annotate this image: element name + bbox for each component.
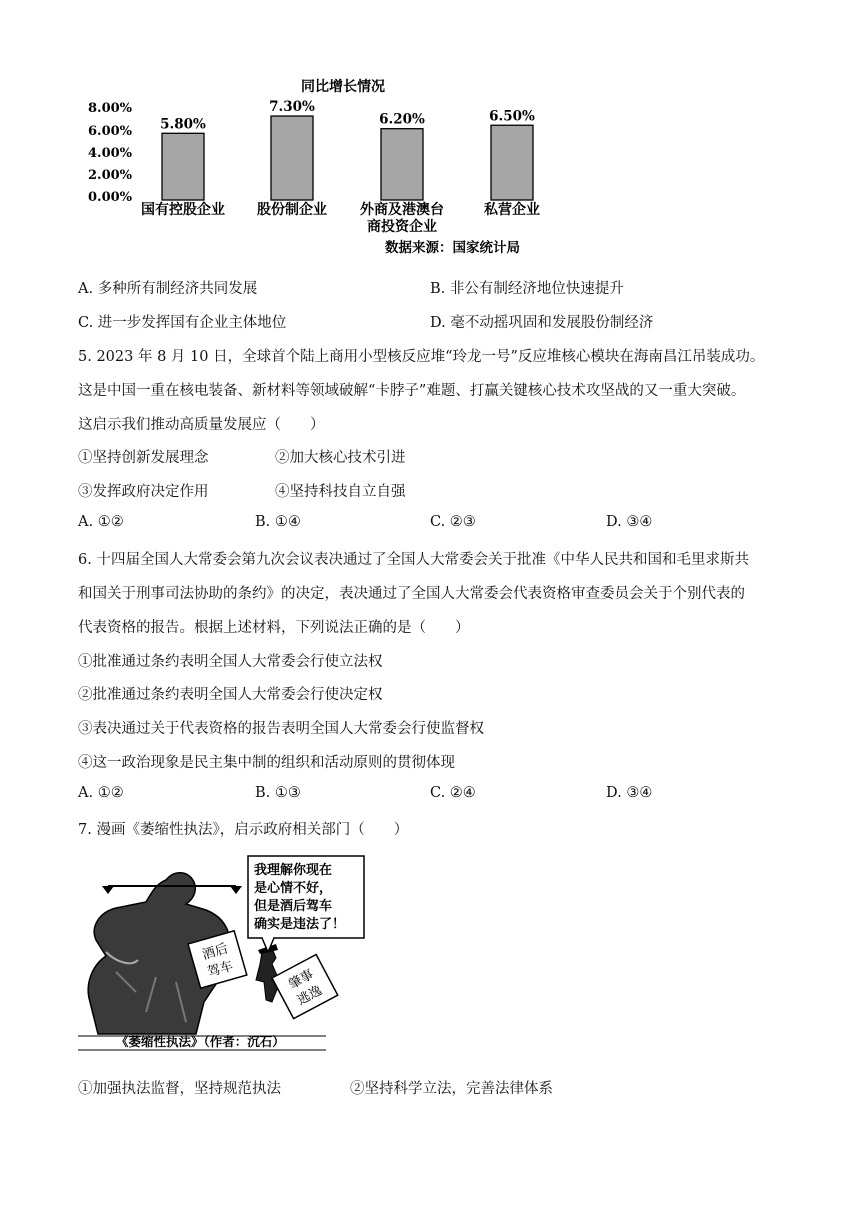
cartoon-illustration [76, 852, 376, 1052]
sign2-line-2: 逃逸 [294, 983, 325, 1009]
y-tick-label: 8.00% [88, 101, 133, 116]
speech-line-2: 是心情不好， [254, 881, 333, 896]
q6-stem-line-1: 6. 十四届全国人大常委会第九次会议表决通过了全国人大常委会关于批准《中华人民共和国和毛里求斯共 [78, 552, 749, 568]
y-tick-label: 2.00% [88, 168, 133, 183]
bar [271, 116, 313, 200]
speech-line-3: 但是酒后驾车 [254, 899, 333, 914]
q6-stem-line-2: 和国关于刑事司法协助的条约》的决定，表决通过了全国人大常委会代表资格审查委员会关于个别代表的 [78, 586, 745, 602]
q4-option-c: C. 进一步发挥国有企业主体地位 [78, 315, 287, 331]
q6-option-b: B. ①③ [255, 785, 301, 801]
speech-line-1: 我理解你现在 [254, 863, 333, 878]
chart-title: 同比增长情况 [301, 79, 385, 95]
bar-value-label: 7.30% [269, 99, 315, 116]
category-label: 商投资企业 [367, 219, 437, 235]
q5-item-2: ②加大核心技术引进 [275, 450, 406, 466]
growth-bar-chart [0, 0, 860, 260]
q5-stem-line-1: 5. 2023 年 8 月 10 日，全球首个陆上商用小型核反应堆“玲龙一号”反应堆核心模块在海南昌江吊装成功。 [78, 349, 765, 365]
category-label: 国有控股企业 [141, 202, 225, 218]
category-label: 私营企业 [484, 202, 540, 218]
speech-line-4: 确实是违法了！ [254, 917, 346, 932]
y-tick-label: 0.00% [88, 190, 133, 205]
sign1-line-2: 驾车 [205, 958, 235, 981]
q5-option-d: D. ③④ [606, 514, 653, 530]
cartoon-caption: 《萎缩性执法》（作者：沉石） [116, 1034, 285, 1049]
q6-item-1: ①批准通过条约表明全国人大常委会行使立法权 [78, 654, 383, 670]
q6-item-3: ③表决通过关于代表资格的报告表明全国人大常委会行使监督权 [78, 721, 484, 737]
sign2-line-1: 肇事 [286, 967, 317, 993]
q7-item-2: ②坚持科学立法，完善法律体系 [350, 1081, 553, 1097]
bar-value-label: 6.20% [379, 111, 425, 128]
q7-stem: 7. 漫画《萎缩性执法》，启示政府相关部门（ ） [78, 822, 409, 838]
q6-stem-line-3: 代表资格的报告。根据上述材料，下列说法正确的是（ ） [78, 620, 470, 636]
sign-hit-and-run [272, 955, 338, 1019]
category-label: 外商及港澳台 [360, 202, 444, 218]
q6-item-2: ②批准通过条约表明全国人大常委会行使决定权 [78, 687, 383, 703]
q5-option-a: A. ①② [78, 514, 124, 530]
bar-value-label: 6.50% [489, 108, 535, 125]
q5-option-b: B. ①④ [255, 514, 301, 530]
q5-option-c: C. ②③ [430, 514, 476, 530]
q4-option-d: D. 毫不动摇巩固和发展股份制经济 [430, 315, 654, 331]
q6-option-c: C. ②④ [430, 785, 476, 801]
y-tick-label: 4.00% [88, 146, 133, 161]
q6-option-d: D. ③④ [606, 785, 653, 801]
q7-item-1: ①加强执法监督，坚持规范执法 [78, 1081, 281, 1097]
q5-item-1: ①坚持创新发展理念 [78, 450, 209, 466]
q5-stem-line-2: 这是中国一重在核电装备、新材料等领域破解“卡脖子”难题、打赢关键核心技术攻坚战的又一重大突破。 [78, 383, 746, 399]
bar [381, 129, 423, 200]
bar [162, 133, 204, 200]
q5-item-3: ③发挥政府决定作用 [78, 484, 209, 500]
speech-bubble [248, 856, 364, 952]
q4-option-b: B. 非公有制经济地位快速提升 [430, 281, 624, 297]
q6-option-a: A. ①② [78, 785, 124, 801]
q5-stem-line-3: 这启示我们推动高质量发展应（ ） [78, 417, 325, 433]
category-label: 股份制企业 [257, 202, 327, 218]
chart-source: 数据来源：国家统计局 [385, 240, 520, 256]
q4-option-a: A. 多种所有制经济共同发展 [78, 281, 258, 297]
sign1-line-1: 酒后 [200, 941, 230, 964]
q6-item-4: ④这一政治现象是民主集中制的组织和活动原则的贯彻体现 [78, 755, 455, 771]
bar-value-label: 5.80% [160, 116, 206, 133]
y-tick-label: 6.00% [88, 124, 133, 139]
bar [491, 125, 533, 200]
q5-item-4: ④坚持科技自立自强 [275, 484, 406, 500]
